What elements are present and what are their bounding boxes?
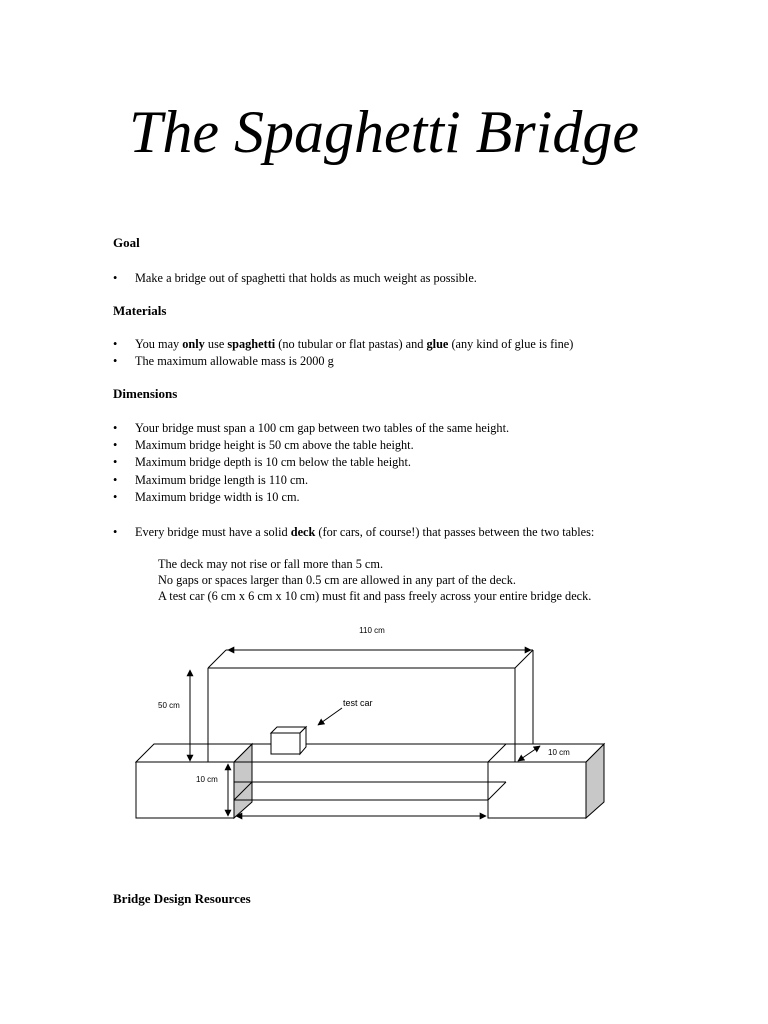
left-table-front xyxy=(136,762,234,818)
list-item: • Maximum bridge length is 110 cm. xyxy=(113,472,509,489)
list-item: • The maximum allowable mass is 2000 g xyxy=(113,353,573,370)
list-item: • Your bridge must span a 100 cm gap between two tables of the same height. xyxy=(113,420,509,437)
height-label: 50 cm xyxy=(158,701,180,710)
width-label: 10 cm xyxy=(548,748,570,757)
left-table-top xyxy=(136,744,252,762)
resources-heading: Bridge Design Resources xyxy=(113,891,251,906)
goal-heading: Goal xyxy=(113,235,140,250)
deck-rule: A test car (6 cm x 6 cm x 10 cm) must fit and pass freely across your entire bridge deck. xyxy=(158,589,592,603)
list-item: • Maximum bridge depth is 10 cm below the table height. xyxy=(113,454,509,471)
right-table-top xyxy=(488,744,604,762)
materials-heading: Materials xyxy=(113,303,167,318)
test-car xyxy=(271,727,306,754)
bullet-icon: • xyxy=(113,489,118,504)
bullet-icon: • xyxy=(113,271,118,285)
car-label: test car xyxy=(343,698,373,708)
list-item: • Every bridge must have a solid deck (for cars, of course!) that passes between the two tables: xyxy=(113,524,594,541)
depth-label: 10 cm xyxy=(196,775,218,784)
bullet-icon: • xyxy=(113,455,118,470)
bullet-icon: • xyxy=(113,438,118,453)
bullet-icon: • xyxy=(113,421,118,435)
car-pointer-arrow xyxy=(318,708,342,725)
bridge-envelope xyxy=(208,650,533,800)
deck-rule: The deck may not rise or fall more than 5 cm. xyxy=(158,557,384,571)
list-item: • Maximum bridge height is 50 cm above the table height. xyxy=(113,437,509,454)
deck-rule: No gaps or spaces larger than 0.5 cm are allowed in any part of the deck. xyxy=(158,573,516,587)
dimensions-heading: Dimensions xyxy=(113,386,178,401)
bullet-icon: • xyxy=(113,525,118,539)
bullet-icon: • xyxy=(113,337,118,351)
list-item: • You may only use spaghetti (no tubular or flat pastas) and glue (any kind of glue is fine) xyxy=(113,336,573,353)
list-item: • Make a bridge out of spaghetti that holds as much weight as possible. xyxy=(113,270,477,287)
right-table-front xyxy=(488,762,586,818)
bullet-icon: • xyxy=(113,472,118,487)
length-label: 110 cm xyxy=(359,626,385,635)
page-title: The Spaghetti Bridge xyxy=(129,99,639,165)
bullet-icon: • xyxy=(113,354,118,369)
list-item: • Maximum bridge width is 10 cm. xyxy=(113,489,509,506)
